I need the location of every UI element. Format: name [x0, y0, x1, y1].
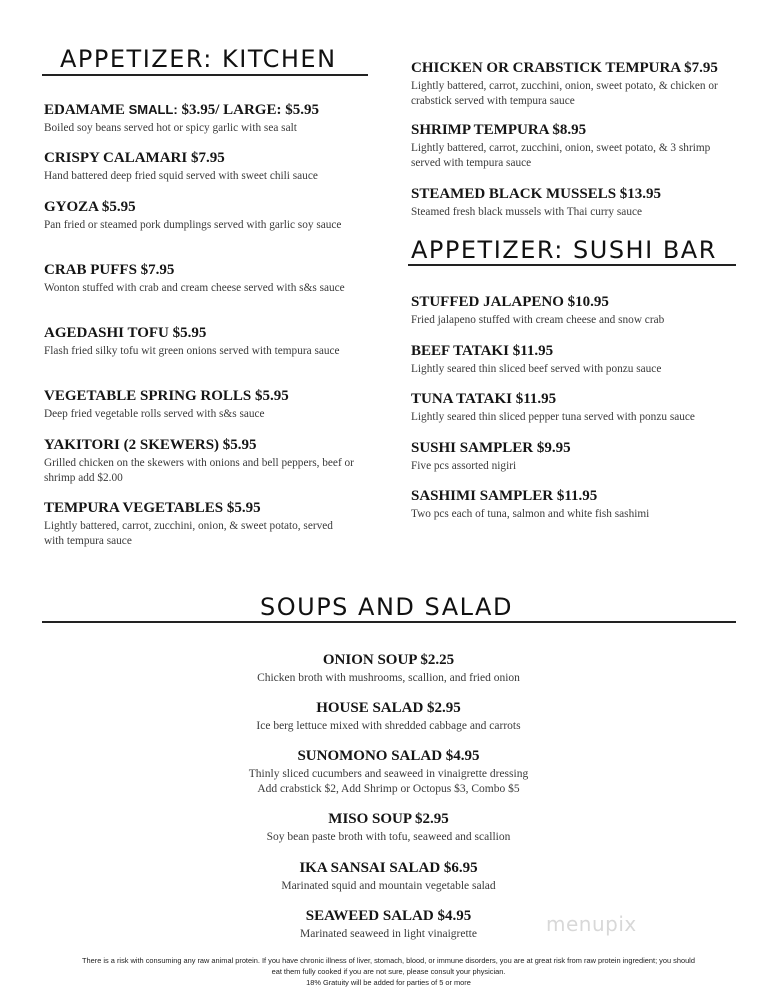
menu-item-description: Wonton stuffed with crab and cream cheese served with s&s sauce [44, 282, 345, 294]
menu-item-name: SEAWEED SALAD $4.95 [305, 908, 472, 924]
menu-item-sushi-sampler [411, 440, 751, 474]
menu-item-name: MISO SOUP $2.95 [328, 811, 449, 827]
menu-item-name: HOUSE SALAD $2.95 [316, 700, 461, 716]
menu-item-description: Two pcs each of tuna, salmon and white fish sashimi [411, 508, 650, 520]
menu-item-description: Lightly battered, carrot, zucchini, onion, sweet potato, & 3 shrimp served with tempura sauce [411, 142, 711, 169]
menu-item-vegetable-spring-rolls [44, 388, 374, 422]
menu-item-name: TEMPURA VEGETABLES $5.95 [44, 500, 261, 516]
kitchen-section-title: APPETIZER: KITCHEN [60, 45, 337, 73]
footer-disclaimer [0, 955, 777, 988]
menu-item-gyoza [44, 199, 364, 233]
menu-item-name: AGEDASHI TOFU $5.95 [44, 325, 207, 341]
menu-item-sunomono-salad [0, 748, 777, 797]
menu-item-name: SASHIMI SAMPLER $11.95 [411, 488, 598, 504]
menu-item-description: Deep fried vegetable rolls served with s&s sauce [44, 408, 265, 420]
menu-item-description: Hand battered deep fried squid served with sweet chili sauce [44, 170, 318, 182]
menu-item-sashimi-sampler [411, 488, 751, 522]
menu-item-name: SHRIMP TEMPURA $8.95 [411, 122, 587, 138]
menu-item-crab-puffs [44, 262, 374, 296]
sushi-bar-menu-column [411, 0, 751, 530]
menu-item-name: ONION SOUP $2.25 [322, 652, 455, 668]
menu-item-crispy-calamari [44, 150, 374, 184]
menu-item-seaweed-salad [0, 908, 777, 942]
menu-item-description: Fried jalapeno stuffed with cream cheese and snow crab [411, 314, 665, 326]
menu-item-description: Boiled soy beans served hot or spicy garlic with sea salt [44, 122, 297, 134]
menu-item-description: Grilled chicken on the skewers with onions and bell peppers, beef or shrimp add $2.00 [44, 457, 354, 484]
menu-item-tempura-vegetables [44, 500, 374, 549]
menupix-watermark: menupix [546, 912, 637, 936]
menu-item-name: IKA SANSAI SALAD $6.95 [299, 860, 478, 876]
sushi-bar-section-title: APPETIZER: SUSHI BAR [411, 236, 717, 264]
menu-item-beef-tataki [411, 343, 751, 377]
menu-item-description: Lightly battered, carrot, zucchini, onion, sweet potato, & chicken or crabstick served with tempura sauce [411, 80, 718, 107]
menu-item-description: Thinly sliced cucumbers and seaweed in vinaigrette dressing [248, 768, 529, 780]
menu-item-name: CRAB PUFFS $7.95 [44, 262, 175, 278]
menu-item-name: TUNA TATAKI $11.95 [411, 391, 557, 407]
menu-item-name: BEEF TATAKI $11.95 [411, 343, 554, 359]
footer-disclaimer-line-1: There is a risk with consuming any raw animal protein. If you have chronic illness of liver, stomach, blood, or immune disorders, you are at great risk from raw protein ingredient; you should [82, 956, 695, 965]
menu-item-ika-sansai-salad [0, 860, 777, 894]
menu-item-name: SUNOMONO SALAD $4.95 [297, 748, 480, 764]
menu-item-name: STUFFED JALAPENO $10.95 [411, 294, 609, 310]
menu-item-addons: Add crabstick $2, Add Shrimp or Octopus $3, Combo $5 [257, 783, 520, 795]
soups-title-rule [42, 621, 736, 623]
menu-item-description: Lightly seared thin sliced pepper tuna served with ponzu sauce [411, 411, 695, 423]
footer-gratuity-note: 18% Gratuity will be added for parties of 5 or more [306, 978, 471, 987]
menu-item-name: CHICKEN OR CRABSTICK TEMPURA $7.95 [411, 60, 718, 76]
menu-item-miso-soup [0, 811, 777, 845]
menu-item-name: YAKITORI (2 SKEWERS) $5.95 [44, 437, 257, 453]
menu-item-description: Steamed fresh black mussels with Thai curry sauce [411, 206, 642, 218]
menu-item-name: STEAMED BLACK MUSSELS $13.95 [411, 186, 662, 202]
footer-disclaimer-line-2: eat them fully cooked if you are not sure, please consult your physician. [271, 967, 506, 976]
menu-item-name: EDAMAME SMALL: $3.95/ LARGE: $5.95 [44, 102, 319, 118]
menu-item-description: Flash fried silky tofu wit green onions served with tempura sauce [44, 345, 340, 357]
menu-item-stuffed-jalapeno [411, 294, 751, 328]
menu-item-description: Chicken broth with mushrooms, scallion, and fried onion [257, 672, 520, 684]
menu-item-description: Soy bean paste broth with tofu, seaweed and scallion [266, 831, 511, 843]
menu-item-name: VEGETABLE SPRING ROLLS $5.95 [44, 388, 289, 404]
menu-item-description: Lightly battered, carrot, zucchini, onion, & sweet potato, served with tempura sauce [44, 520, 333, 547]
soups-section-title: SOUPS AND SALAD [260, 593, 513, 621]
menu-item-yakitori [44, 437, 374, 486]
menu-item-description: Five pcs assorted nigiri [411, 460, 517, 472]
menu-item-name: CRISPY CALAMARI $7.95 [44, 150, 225, 166]
menu-item-onion-soup [0, 652, 777, 686]
menu-item-description: Marinated seaweed in light vinaigrette [300, 928, 477, 940]
menu-item-agedashi-tofu [44, 325, 374, 359]
menu-item-house-salad [0, 700, 777, 734]
menu-item-description: Marinated squid and mountain vegetable salad [281, 880, 496, 892]
menu-item-description: Lightly seared thin sliced beef served with ponzu sauce [411, 363, 662, 375]
menu-item-edamame [44, 102, 374, 136]
menu-item-tuna-tataki [411, 391, 751, 425]
menu-item-description: Ice berg lettuce mixed with shredded cabbage and carrots [256, 720, 521, 732]
kitchen-menu-column [44, 0, 374, 600]
menu-item-description: Pan fried or steamed pork dumplings served with garlic soy sauce [44, 219, 342, 231]
menu-item-name: SUSHI SAMPLER $9.95 [411, 440, 571, 456]
menu-item-name: GYOZA $5.95 [44, 199, 136, 215]
